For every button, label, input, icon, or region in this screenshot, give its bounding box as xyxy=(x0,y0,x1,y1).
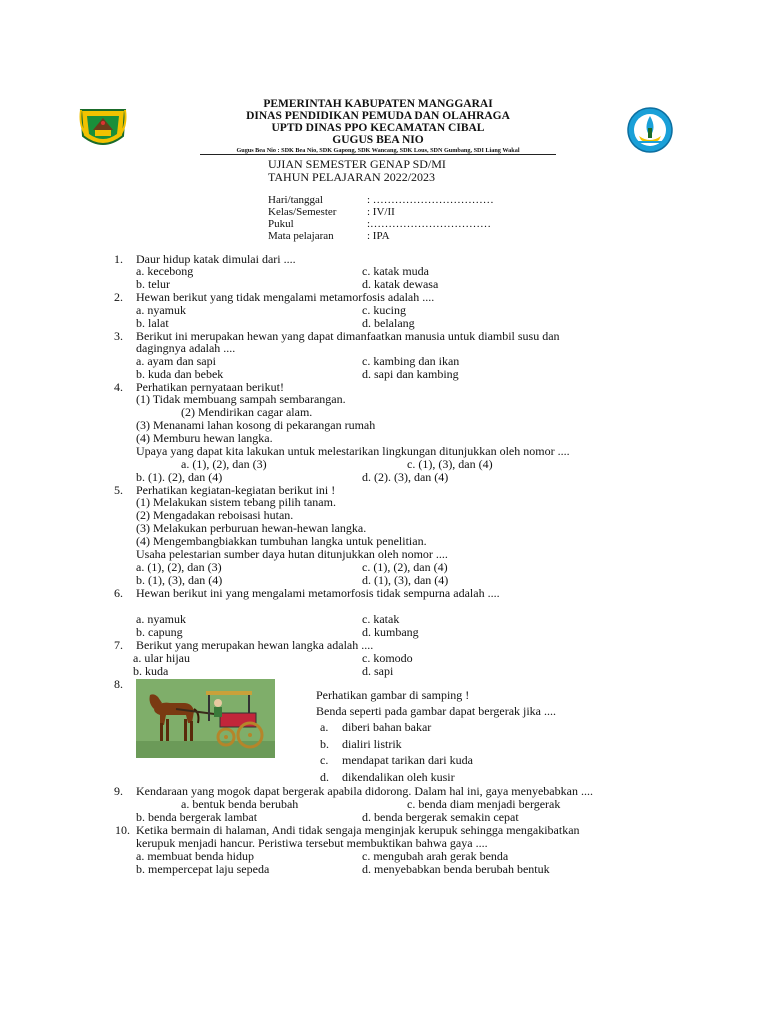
question-ask: Upaya yang dapat kita lakukan untuk melestarikan lingkungan ditunjukkan oleh nomor .... xyxy=(136,444,570,458)
exam-year: TAHUN PELAJARAN 2022/2023 xyxy=(268,170,436,184)
field-label: Kelas/Semester xyxy=(268,206,337,218)
question-text-cont: dagingnya adalah .... xyxy=(136,341,236,355)
option-a: a. bentuk benda berubah xyxy=(181,797,299,811)
option-c: c. benda diam menjadi bergerak xyxy=(407,797,561,811)
option-letter: b. xyxy=(320,737,329,751)
question-number: 1. xyxy=(114,252,123,266)
question-text: Perhatikan gambar di samping ! xyxy=(316,688,470,702)
question-number: 9. xyxy=(114,784,123,798)
option-b: b. capung xyxy=(136,625,183,639)
question-text: Berikut ini merupakan hewan yang dapat dimanfaatkan manusia untuk diambil susu dan xyxy=(136,329,560,343)
option-letter: a. xyxy=(320,720,329,734)
tut-wuri-handayani-logo xyxy=(621,106,679,154)
option-b: b. mempercepat laju sepeda xyxy=(136,862,270,876)
option-d: d. benda bergerak semakin cepat xyxy=(362,810,519,824)
option-b: b. kuda dan bebek xyxy=(136,367,224,381)
option-d: d. sapi dan kambing xyxy=(362,367,459,381)
question-number: 5. xyxy=(114,483,123,497)
option-b: b. (1), (3), dan (4) xyxy=(136,573,223,587)
option-a: a. (1), (2), dan (3) xyxy=(181,457,267,471)
option-c: c. kambing dan ikan xyxy=(362,354,460,368)
option-text: diberi bahan bakar xyxy=(342,720,432,734)
option-a: a. nyamuk xyxy=(136,612,186,626)
option-a: a. nyamuk xyxy=(136,303,186,317)
question-ask: Benda seperti pada gambar dapat bergerak jika .... xyxy=(316,704,557,718)
question-number: 4. xyxy=(114,380,123,394)
header-divider xyxy=(200,154,556,155)
question-text: Perhatikan pernyataan berikut! xyxy=(136,380,284,394)
option-letter: c. xyxy=(320,753,329,767)
horse-carriage-image xyxy=(136,679,275,758)
option-b: b. benda bergerak lambat xyxy=(136,810,258,824)
manggarai-regency-logo xyxy=(77,106,129,152)
question-number: 10. xyxy=(115,823,130,837)
option-c: c. kucing xyxy=(362,303,406,317)
option-a: a. ayam dan sapi xyxy=(136,354,216,368)
option-c: c. (1), (3), dan (4) xyxy=(407,457,493,471)
option-text: dialiri listrik xyxy=(342,737,402,751)
header-line-1: PEMERINTAH KABUPATEN MANGGARAI xyxy=(263,98,493,110)
option-text: mendapat tarikan dari kuda xyxy=(342,753,473,767)
option-a: a. kecebong xyxy=(136,264,194,278)
question-text: Hewan berikut ini yang mengalami metamorfosis tidak sempurna adalah .... xyxy=(136,586,500,600)
question-text-cont: kerupuk menjadi hancur. Peristiwa tersebut membuktikan bahwa gaya .... xyxy=(136,836,488,850)
option-c: c. komodo xyxy=(362,651,413,665)
header-line-4: GUGUS BEA NIO xyxy=(332,134,424,146)
question-number: 2. xyxy=(114,290,123,304)
option-a: a. membuat benda hidup xyxy=(136,849,254,863)
field-label: Pukul xyxy=(268,218,294,230)
option-d: d. (1), (3), dan (4) xyxy=(362,573,449,587)
option-b: b. kuda xyxy=(133,664,169,678)
option-a: a. (1), (2), dan (3) xyxy=(136,560,222,574)
field-label: Hari/tanggal xyxy=(268,194,323,206)
question-number: 6. xyxy=(114,586,123,600)
question-text: Ketika bermain di halaman, Andi tidak sengaja menginjak kerupuk sehingga mengakibatkan xyxy=(136,823,580,837)
option-b: b. (1). (2), dan (4) xyxy=(136,470,223,484)
question-number: 8. xyxy=(114,677,123,691)
option-b: b. lalat xyxy=(136,316,169,330)
option-c: c. mengubah arah gerak benda xyxy=(362,849,509,863)
statement: (4) Mengembangbiakkan tumbuhan langka untuk penelitian. xyxy=(136,534,427,548)
question-text: Kendaraan yang mogok dapat bergerak apabila didorong. Dalam hal ini, gaya menyebabkan .... xyxy=(136,784,593,798)
question-text: Berikut yang merupakan hewan langka adalah .... xyxy=(136,638,374,652)
question-text: Daur hidup katak dimulai dari .... xyxy=(136,252,296,266)
question-text: Hewan berikut yang tidak mengalami metamorfosis adalah .... xyxy=(136,290,435,304)
option-letter: d. xyxy=(320,770,329,784)
option-c: c. katak muda xyxy=(362,264,429,278)
option-text: dikendalikan oleh kusir xyxy=(342,770,455,784)
option-b: b. telur xyxy=(136,277,170,291)
question-number: 3. xyxy=(114,329,123,343)
exam-title: UJIAN SEMESTER GENAP SD/MI xyxy=(268,157,446,171)
statement: (4) Memburu hewan langka. xyxy=(136,431,273,445)
header-line-3: UPTD DINAS PPO KECAMATAN CIBAL xyxy=(271,122,485,134)
header-schools: Gugus Bea Nio : SDK Bea Nio, SDK Gapong, SDK Wancang, SDK Lous, SDN Gumbang, SDI Liang Wakal xyxy=(236,147,520,154)
question-text: Perhatikan kegiatan-kegiatan berikut ini ! xyxy=(136,483,336,497)
question-number: 7. xyxy=(114,638,123,652)
statement: (3) Melakukan perburuan hewan-hewan langka. xyxy=(136,521,367,535)
option-d: d. belalang xyxy=(362,316,415,330)
option-d: d. katak dewasa xyxy=(362,277,439,291)
option-d: d. menyebabkan benda berubah bentuk xyxy=(362,862,550,876)
statement: (1) Tidak membuang sampah sembarangan. xyxy=(136,392,346,406)
option-c: c. katak xyxy=(362,612,400,626)
field-value: : IV/II xyxy=(367,206,395,218)
option-d: d. kumbang xyxy=(362,625,419,639)
statement: (3) Menanami lahan kosong di pekarangan rumah xyxy=(136,418,376,432)
statement: (2) Mengadakan reboisasi hutan. xyxy=(136,508,294,522)
field-value: : …………………………… xyxy=(367,194,494,206)
option-d: d. sapi xyxy=(362,664,394,678)
field-label: Mata pelajaran xyxy=(268,230,334,242)
option-d: d. (2). (3), dan (4) xyxy=(362,470,449,484)
option-c: c. (1), (2), dan (4) xyxy=(362,560,448,574)
field-value: : IPA xyxy=(367,230,390,242)
question-ask: Usaha pelestarian sumber daya hutan ditunjukkan oleh nomor .... xyxy=(136,547,448,561)
statement: (2) Mendirikan cagar alam. xyxy=(181,405,313,419)
field-value: :…………………………… xyxy=(367,218,492,230)
option-a: a. ular hijau xyxy=(133,651,190,665)
header-line-2: DINAS PENDIDIKAN PEMUDA DAN OLAHRAGA xyxy=(246,110,510,122)
statement: (1) Melakukan sistem tebang pilih tanam. xyxy=(136,495,336,509)
